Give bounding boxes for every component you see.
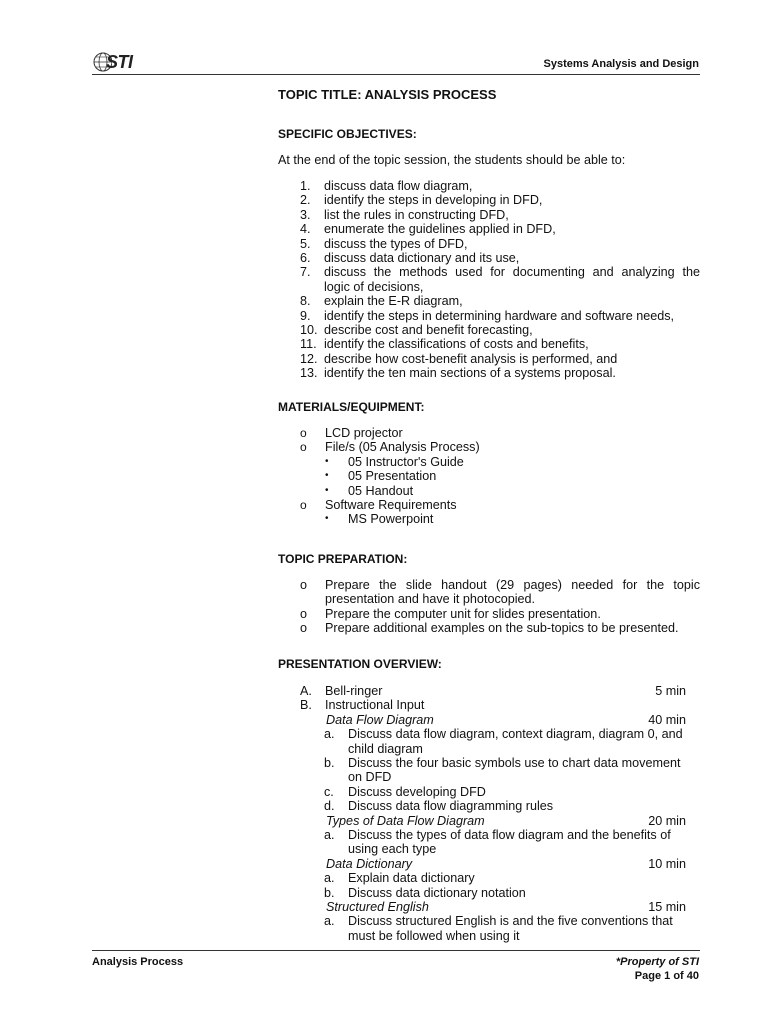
material-item: 05 Instructor's Guide	[348, 454, 464, 469]
preparation-heading: TOPIC PREPARATION:	[278, 552, 408, 566]
outline-letter: a.	[324, 914, 335, 929]
duration: 40 min	[648, 712, 686, 727]
objective-number: 7.	[300, 265, 311, 280]
objective-text-continued: logic of decisions,	[324, 279, 424, 294]
objective-text: identify the ten main sections of a systems proposal.	[324, 366, 616, 381]
objective-text: list the rules in constructing DFD,	[324, 207, 509, 222]
circle-bullet: o	[300, 578, 308, 592]
outline-item: Discuss the types of data flow diagram and the benefits of	[348, 828, 671, 842]
outline-letter: B.	[300, 698, 312, 713]
footer-info	[616, 955, 699, 983]
material-item: 05 Handout	[348, 483, 414, 498]
objective-text: identify the steps in determining hardware and software needs,	[324, 308, 675, 323]
objective-number: 13.	[300, 366, 318, 381]
overview-heading: PRESENTATION OVERVIEW:	[278, 657, 442, 671]
outline-heading: Instructional Input	[325, 698, 425, 713]
subtopic-title: Structured English	[326, 900, 429, 914]
objective-number: 1.	[300, 179, 311, 193]
objective-text: enumerate the guidelines applied in DFD,	[324, 222, 556, 237]
material-item: File/s (05 Analysis Process)	[325, 440, 480, 455]
duration: 15 min	[648, 900, 686, 914]
outline-item-continued: must be followed when using it	[348, 928, 520, 943]
objectives-intro: At the end of the topic session, the students should be able to:	[278, 153, 626, 167]
objective-text: describe cost and benefit forecasting,	[324, 323, 533, 337]
objective-number: 9.	[300, 308, 311, 323]
objective-number: 3.	[300, 207, 311, 222]
preparation-item-continued: presentation and have it photocopied.	[325, 592, 536, 607]
preparation-item: Prepare the slide handout (29 pages) needed for the topic	[325, 578, 700, 592]
outline-letter: b.	[324, 885, 335, 900]
objective-number: 10.	[300, 323, 318, 337]
outline-item: Discuss data flow diagramming rules	[348, 799, 554, 814]
dot-bullet: •	[325, 470, 329, 482]
outline-letter: d.	[324, 799, 335, 814]
footer-topic: Analysis Process	[92, 956, 184, 968]
outline-item: Discuss data dictionary notation	[348, 885, 526, 900]
outline-letter: a.	[324, 871, 335, 886]
objective-text: describe how cost-benefit analysis is performed, and	[324, 351, 618, 366]
circle-bullet: o	[300, 426, 307, 440]
outline-letter: a.	[324, 727, 335, 742]
dot-bullet: •	[325, 455, 329, 467]
outline-letter: a.	[324, 828, 335, 842]
footer-page: Page 1 of 40	[634, 970, 699, 982]
footer-property: *Property of STI	[615, 956, 699, 968]
objective-number: 8.	[300, 294, 311, 309]
outline-item: Discuss the four basic symbols use to chart data movement	[348, 756, 681, 770]
outline-item-continued: using each type	[348, 842, 437, 857]
objective-number: 5.	[300, 236, 311, 251]
preparation-item: Prepare additional examples on the sub-topics to be presented.	[325, 621, 679, 636]
header-divider	[92, 74, 700, 75]
objective-number: 4.	[300, 222, 311, 237]
outline-letter: c.	[324, 784, 334, 799]
outline-item: Discuss structured English is and the five conventions that	[348, 914, 673, 929]
footer-divider	[92, 950, 700, 951]
objective-number: 2.	[300, 193, 311, 208]
outline-letter: b.	[324, 756, 335, 770]
material-item: MS Powerpoint	[348, 512, 434, 527]
circle-bullet: o	[300, 606, 308, 621]
objective-number: 6.	[300, 251, 311, 265]
preparation-item: Prepare the computer unit for slides presentation.	[325, 606, 601, 621]
circle-bullet: o	[300, 440, 307, 455]
objective-text: discuss the methods used for documenting and analyzing the	[324, 265, 700, 280]
outline-heading: Bell-ringer	[325, 684, 383, 698]
material-item: LCD projector	[325, 426, 403, 440]
duration: 10 min	[648, 856, 686, 871]
topic-title: TOPIC TITLE: ANALYSIS PROCESS	[278, 87, 497, 102]
duration: 5 min	[655, 684, 686, 698]
material-item: 05 Presentation	[348, 469, 437, 484]
outline-item: Discuss developing DFD	[348, 784, 486, 799]
subtopic-title: Types of Data Flow Diagram	[326, 813, 485, 828]
objective-text: discuss the types of DFD,	[324, 236, 468, 251]
circle-bullet: o	[300, 621, 308, 636]
objective-text: discuss data flow diagram,	[324, 179, 473, 193]
objective-text: identify the steps in developing in DFD,	[324, 193, 543, 208]
objective-number: 11.	[300, 337, 317, 352]
sti-logo	[92, 50, 148, 76]
objective-text: identify the classifications of costs and benefits,	[324, 337, 589, 352]
subtopic-title: Data Flow Diagram	[326, 712, 434, 727]
duration: 20 min	[648, 813, 686, 828]
course-title: Systems Analysis and Design	[543, 58, 699, 70]
objective-number: 12.	[300, 351, 318, 366]
dot-bullet: •	[325, 484, 329, 496]
dot-bullet: •	[325, 513, 329, 525]
objectives-heading: SPECIFIC OBJECTIVES:	[278, 127, 417, 141]
objective-text: discuss data dictionary and its use,	[324, 251, 520, 265]
materials-heading: MATERIALS/EQUIPMENT:	[278, 400, 425, 414]
subtopic-title: Data Dictionary	[326, 856, 413, 871]
outline-item: Explain data dictionary	[348, 871, 475, 886]
objective-text: explain the E-R diagram,	[324, 294, 463, 309]
outline-letter: A.	[300, 684, 312, 698]
outline-item-continued: on DFD	[348, 770, 392, 785]
circle-bullet: o	[300, 498, 307, 512]
material-item: Software Requirements	[325, 498, 457, 512]
logo-text: STI	[106, 52, 133, 72]
outline-item-continued: child diagram	[348, 741, 423, 756]
outline-item: Discuss data flow diagram, context diagram, diagram 0, and	[348, 727, 683, 742]
